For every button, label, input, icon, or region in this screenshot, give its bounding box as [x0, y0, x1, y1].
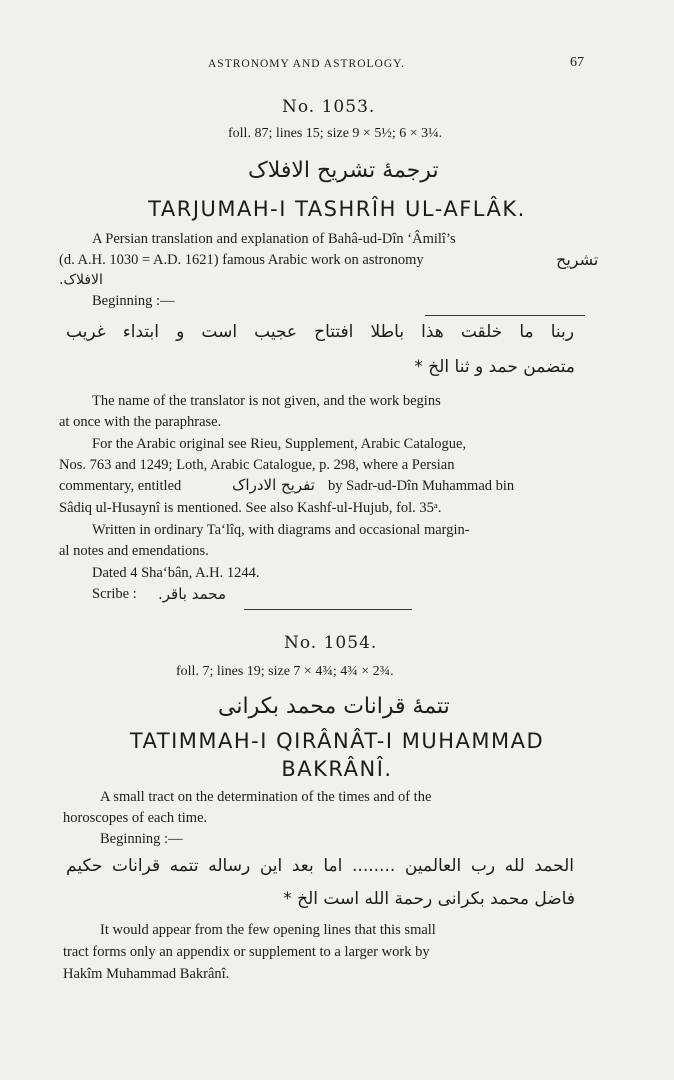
entry-1053-description-arabic-inline: تشریح: [556, 250, 599, 269]
entry-1053-description-arabic: الافلاک.: [59, 272, 103, 288]
running-title: ASTRONOMY AND ASTROLOGY.: [208, 58, 405, 70]
entry-1053-overline: [425, 315, 585, 316]
entry-1053-title: TARJUMAH-I TASHRÎH UL-AFLÂK.: [148, 197, 526, 221]
entry-1054-description-line-2: horoscopes of each time.: [63, 810, 208, 826]
entry-1054-note-line-3: Hakîm Muhammad Bakrânî.: [63, 966, 230, 982]
entry-1053-note-line-5a: commentary, entitled: [59, 478, 182, 494]
entry-1053-details: foll. 87; lines 15; size 9 × 5½; 6 × 3¼.: [228, 126, 443, 141]
entry-1054-arabic-title: تتمهٔ قرانات محمد بکرانی: [218, 694, 450, 719]
entry-1053-description-line-1: A Persian translation and explanation of Bahâ-ud-Dîn ‘Âmilî’s: [92, 231, 456, 247]
entry-1053-note-line-1: The name of the translator is not given, and the work begins: [92, 393, 441, 409]
entry-1054-beginning-label: Beginning :—: [100, 831, 183, 847]
entry-1054-beginning-arabic-line-2: فاضل محمد بکرانی رحمة الله است الخ *: [283, 889, 575, 909]
entry-divider: [244, 609, 412, 610]
entry-1053-beginning-arabic-line-2: متضمن حمد و ثنا الخ *: [414, 357, 575, 377]
entry-1054-beginning-arabic-line-1: الحمد لله رب العالمین ........ اما بعد این رساله تتمه قرانات حکیم: [66, 856, 574, 876]
entry-1053-note-line-2: at once with the paraphrase.: [59, 414, 222, 430]
entry-1053-dated: Dated 4 Sha‘bân, A.H. 1244.: [92, 565, 260, 581]
entry-1054-title-line-2: BAKRÂNÎ.: [281, 757, 393, 781]
entry-1053-scribe-label: Scribe :: [92, 586, 137, 602]
entry-1053-beginning-label: Beginning :—: [92, 293, 175, 309]
entry-1053-note-line-3: For the Arabic original see Rieu, Supplement, Arabic Catalogue,: [92, 436, 467, 452]
entry-1053-number: No. 1053.: [282, 97, 376, 117]
entry-1053-note-line-5b: by Sadr-ud-Dîn Muhammad bin: [328, 478, 515, 494]
entry-1054-note-line-1: It would appear from the few opening lines that this small: [100, 922, 436, 938]
page-number: 67: [570, 55, 584, 70]
entry-1053-commentary-arabic: تفریح الادراک: [232, 476, 315, 494]
entry-1054-title-line-1: TATIMMAH-I QIRÂNÂT-I MUHAMMAD: [129, 729, 545, 753]
entry-1053-note-line-7: Written in ordinary Ta‘lîq, with diagrams and occasional margin-: [92, 522, 470, 538]
entry-1053-note-line-4: Nos. 763 and 1249; Loth, Arabic Catalogue, p. 298, where a Persian: [59, 457, 455, 473]
entry-1054-description-line-1: A small tract on the determination of the times and of the: [100, 789, 432, 805]
entry-1053-description-line-2: (d. A.H. 1030 = A.D. 1621) famous Arabic work on astronomy: [59, 252, 424, 268]
entry-1053-beginning-arabic-line-1: ربنا ما خلقت هذا باطلا افتتاح عجیب است و ابتداء غریب: [66, 322, 574, 342]
entry-1054-number: No. 1054.: [284, 633, 378, 653]
entry-1054-details: foll. 7; lines 19; size 7 × 4¾; 4¾ × 2¾.: [176, 664, 394, 679]
entry-1053-scribe-arabic: محمد باقر.: [158, 585, 226, 603]
entry-1054-note-line-2: tract forms only an appendix or supplement to a larger work by: [63, 944, 430, 960]
entry-1053-note-line-8: al notes and emendations.: [59, 543, 209, 559]
entry-1053-note-line-6: Sâdiq ul-Husaynî is mentioned. See also Kashf-ul-Hujub, fol. 35ᵃ.: [59, 500, 442, 516]
entry-1053-arabic-title: ترجمهٔ تشریح الافلاک: [248, 158, 439, 183]
